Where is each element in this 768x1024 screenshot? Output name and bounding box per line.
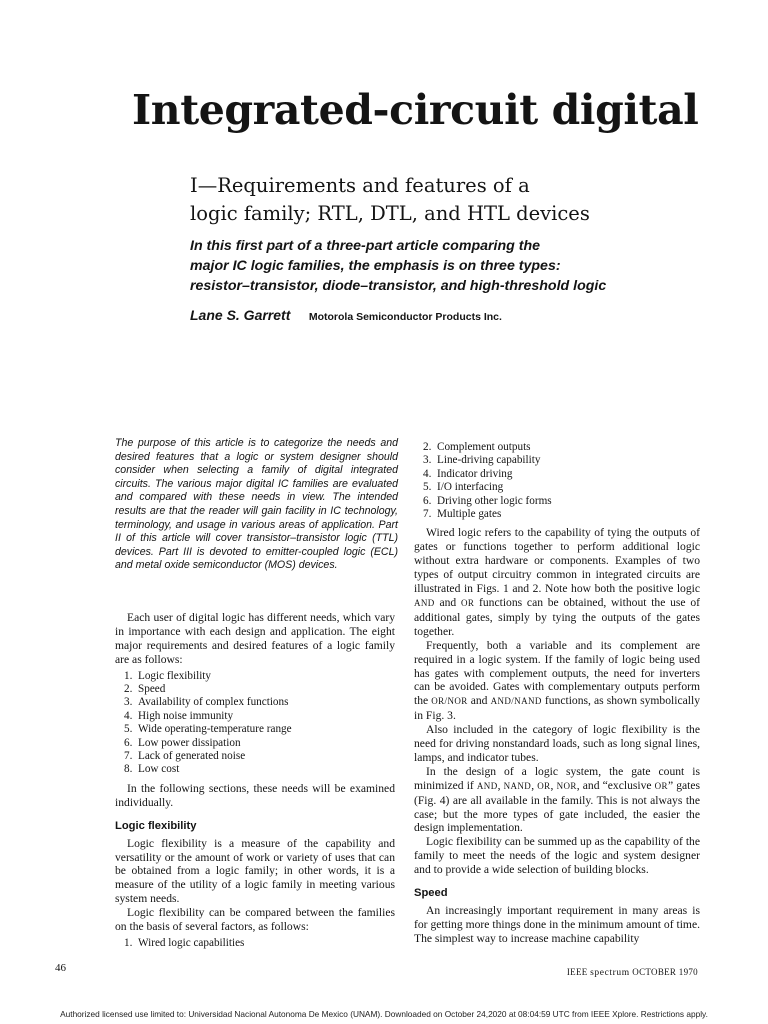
nonstandard-loads-paragraph: Also included in the category of logic flexibility is the need for driving nonstandard loads, such as long signal lines, lamps, and indicator tubes. — [414, 723, 700, 764]
speed-paragraph: An increasingly important requirement in many areas is for getting more things done in the minimum amount of time. The simplest way to increase machine capability — [414, 904, 700, 945]
abstract: The purpose of this article is to categorize the needs and desired features that a logic or system designer should consider when selecting a family of digital integrated circuits. The various major digital IC families are evaluated and compared with these needs in view. The intended results are that the reader will gain facility in IC technology, terminology, and usage in various areas of application. Part II of this article will cover transistor–transistor logic (TTL) devices. Part III is devoted to emitter-coupled logic (ECL) and metal oxide semiconductor (MOS) devices. — [115, 437, 398, 572]
small-caps-or: OR — [537, 780, 551, 791]
list-item — [124, 737, 395, 750]
list-item — [124, 683, 395, 696]
list-number: 4. — [423, 467, 432, 480]
author-affiliation: Motorola Semiconductor Products Inc. — [308, 311, 502, 323]
list-number: 5. — [124, 723, 133, 736]
section-heading-speed: Speed — [414, 887, 448, 900]
text-run: and — [467, 694, 491, 708]
list-item — [124, 670, 395, 683]
list-item — [124, 763, 395, 776]
list-text: Wired logic capabilities — [138, 936, 245, 949]
list-number: 6. — [124, 736, 133, 749]
deck-line-3: resistor–transistor, diode–transistor, and high-threshold logic — [190, 278, 607, 294]
license-footer: Authorized licensed use limited to: Universidad Nacional Autonoma De Mexico (UNAM). Downloaded on October 24,2020 at 08:04:59 UTC from IEEE Xplore. Restrictions apply. — [60, 1009, 708, 1019]
list-item — [124, 750, 395, 763]
deck-line-1: In this first part of a three-part article comparing the — [190, 238, 541, 254]
list-number: 2. — [124, 683, 133, 696]
list-text: I/O interfacing — [437, 481, 504, 494]
list-number: 6. — [423, 494, 432, 507]
text-run: and — [434, 595, 461, 609]
list-text: Line-driving capability — [437, 454, 541, 467]
factors-list-continued — [414, 441, 700, 521]
list-item — [423, 508, 700, 521]
list-text: Indicator driving — [437, 467, 513, 480]
page-number: 46 — [55, 962, 66, 974]
list-number: 7. — [124, 750, 133, 763]
flexibility-paragraph-1: Logic flexibility is a measure of the capability and versatility or the amount of work or variety of uses that can be obtained from a logic family; in other words, it is a measure of the utility of a logic family in meeting various system needs. — [115, 836, 395, 906]
list-item — [423, 441, 700, 454]
text-run: functions can be obtained, without the use of additional gates, simply by tying the outputs of the gates together. — [414, 595, 700, 638]
left-column — [115, 611, 395, 955]
list-text: Lack of generated noise — [138, 750, 246, 763]
text-run: ” gates (Fig. 4) are all available in the family. This is not always the case; but the more types of gate included, the easier the design implementation. — [414, 778, 701, 835]
list-number: 3. — [423, 454, 432, 467]
subtitle-line-1: I—Requirements and features of a — [190, 174, 530, 197]
list-text: Low power dissipation — [138, 736, 241, 749]
small-caps-or-nor: OR/NOR — [431, 696, 468, 707]
list-item — [423, 454, 700, 467]
text-run: , — [531, 778, 538, 792]
text-run: , — [550, 778, 557, 792]
deck-line-2: major IC logic families, the emphasis is on three types: — [190, 258, 561, 274]
list-number: 7. — [423, 508, 432, 521]
journal-spectrum: spectrum — [590, 968, 630, 978]
article-title: Integrated-circuit digital — [132, 86, 699, 134]
list-number: 3. — [124, 696, 133, 709]
intro-paragraph: Each user of digital logic has different needs, which vary in importance with each design and application. The eight major requirements and desired features of a logic family are as follows: — [115, 611, 395, 666]
small-caps-and: AND — [414, 597, 435, 608]
list-item — [124, 937, 395, 950]
right-column — [414, 441, 700, 946]
journal-name: IEEE — [566, 967, 588, 977]
list-number: 2. — [423, 441, 432, 453]
flexibility-paragraph-2: Logic flexibility can be compared between the families on the basis of several factors, as follows: — [115, 906, 395, 934]
subtitle-line-2: logic family; RTL, DTL, and HTL devices — [190, 202, 590, 225]
small-caps-nor: NOR — [556, 780, 577, 791]
list-item — [423, 468, 700, 481]
text-run: , and “exclusive — [576, 778, 655, 792]
list-text: Logic flexibility — [138, 669, 212, 682]
gate-count-paragraph — [414, 765, 700, 836]
after-list-paragraph: In the following sections, these needs will be examined individually. — [115, 781, 395, 809]
byline — [190, 307, 502, 325]
list-item — [124, 723, 395, 736]
requirements-list — [115, 670, 395, 777]
list-text: High noise immunity — [138, 709, 234, 722]
wired-logic-paragraph — [414, 526, 700, 638]
small-caps-and: AND — [476, 780, 498, 791]
list-text: Low cost — [138, 763, 180, 776]
list-text: Complement outputs — [437, 441, 531, 453]
article-subtitle — [190, 172, 750, 228]
small-caps-or: OR — [654, 780, 668, 791]
summary-paragraph: Logic flexibility can be summed up as the capability of the family to meet the needs of the logic and system designer and to provide a wide selection of building blocks. — [414, 835, 700, 877]
list-item — [124, 696, 395, 709]
list-item — [423, 481, 700, 494]
small-caps-nand: NAND — [503, 780, 532, 791]
factors-list-start — [115, 937, 395, 950]
complement-paragraph — [414, 639, 700, 723]
journal-running-foot — [560, 967, 698, 978]
section-heading-logic-flexibility: Logic flexibility — [115, 819, 197, 832]
list-text: Speed — [138, 683, 166, 696]
list-text: Wide operating-temperature range — [138, 723, 292, 736]
list-number: 1. — [124, 669, 133, 682]
article-deck — [190, 236, 750, 296]
text-run: , — [497, 778, 504, 792]
list-item — [124, 710, 395, 723]
journal-issue: OCTOBER 1970 — [632, 967, 698, 977]
text-run: functions, as shown symbolically in Fig. 3. — [414, 694, 700, 723]
small-caps-and-nand: AND/NAND — [490, 696, 542, 707]
list-text: Driving other logic forms — [437, 494, 552, 507]
text-run: In the design of a logic system, the gate count is minimized if — [414, 764, 700, 792]
list-number: 1. — [124, 936, 133, 949]
list-number: 5. — [423, 481, 432, 494]
list-text: Multiple gates — [437, 508, 502, 521]
author-name: Lane S. Garrett — [190, 307, 291, 323]
list-text: Availability of complex functions — [138, 696, 289, 709]
text-run: Wired logic refers to the capability of tying the outputs of gates or functions together to perform additional logic without extra hardware or components. Examples of two types of output circuitry common in integrated circuits are illustrated in Figs. 1 and 2. Note how both the positive logic — [414, 526, 700, 596]
list-number: 8. — [124, 763, 133, 776]
list-number: 4. — [124, 709, 133, 722]
text-run: Frequently, both a variable and its complement are required in a logic system. If the family of logic being used has gates with complement outputs, the need for inverters can be avoided. Gates with complementary outputs perform the — [414, 638, 700, 708]
list-item — [423, 495, 700, 508]
small-caps-or: OR — [460, 597, 475, 608]
